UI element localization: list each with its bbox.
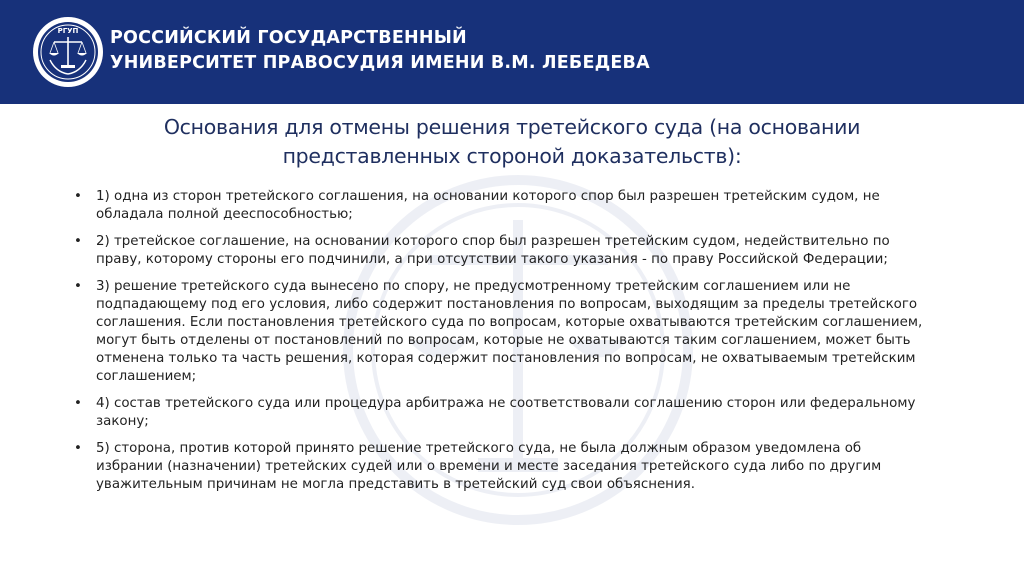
bullet-icon: • <box>74 441 82 456</box>
list-item-text: 5) сторона, против которой принято решение третейского суда, не была должным образом уведомлена об избрании (назначении) третейских судей или о времени и месте заседания третейского суда либо по другим уважительным причинам не могла представить в третейский суд свои объяснения. <box>96 441 882 492</box>
slide-title <box>60 113 964 171</box>
university-name-line2: УНИВЕРСИТЕТ ПРАВОСУДИЯ ИМЕНИ В.М. ЛЕБЕДЕВА <box>110 53 650 73</box>
bullet-icon: • <box>74 279 82 294</box>
list-item <box>74 440 954 494</box>
list-item-text: 4) состав третейского суда или процедура арбитража не соответствовали соглашению сторон или федеральному закону; <box>96 396 916 429</box>
bullet-icon: • <box>74 234 82 249</box>
list-item <box>74 233 954 269</box>
bullet-icon: • <box>74 189 82 204</box>
slide-title-line2: представленных стороной доказательств): <box>282 144 742 168</box>
list-item <box>74 395 954 431</box>
logo-text: РГУП <box>57 27 79 35</box>
list-item-text: 2) третейское соглашение, на основании которого спор был разрешен третейским судом, недействительно по праву, которому стороны его подчинили, а при отсутствии такого указания - по праву Российской Федерации; <box>96 234 890 267</box>
university-logo <box>32 16 104 88</box>
list-item <box>74 188 954 224</box>
bullet-icon: • <box>74 396 82 411</box>
list-item <box>74 278 954 386</box>
list-item-text: 1) одна из сторон третейского соглашения, на основании которого спор был разрешен третейским судом, не обладала полной дееспособностью; <box>96 189 880 222</box>
header-bar <box>0 0 1024 104</box>
grounds-list <box>74 188 954 503</box>
list-item-text: 3) решение третейского суда вынесено по спору, не предусмотренному третейским соглашением или не подпадающему под его условия, либо содержит постановления по вопросам, выходящим за пределы третейского соглашения. Если постановления третейского суда по вопросам, которые охватываются третейским соглашением, могут быть отделены от постановлений по вопросам, которые не охватываются таким соглашением, может быть отменена только та часть решения, которая содержит постановления по вопросам, не охватываемым третейским соглашением; <box>96 279 923 384</box>
slide-title-line1: Основания для отмены решения третейского суда (на основании <box>163 115 861 139</box>
university-name <box>110 26 650 76</box>
university-name-line1: РОССИЙСКИЙ ГОСУДАРСТВЕННЫЙ <box>110 28 467 48</box>
